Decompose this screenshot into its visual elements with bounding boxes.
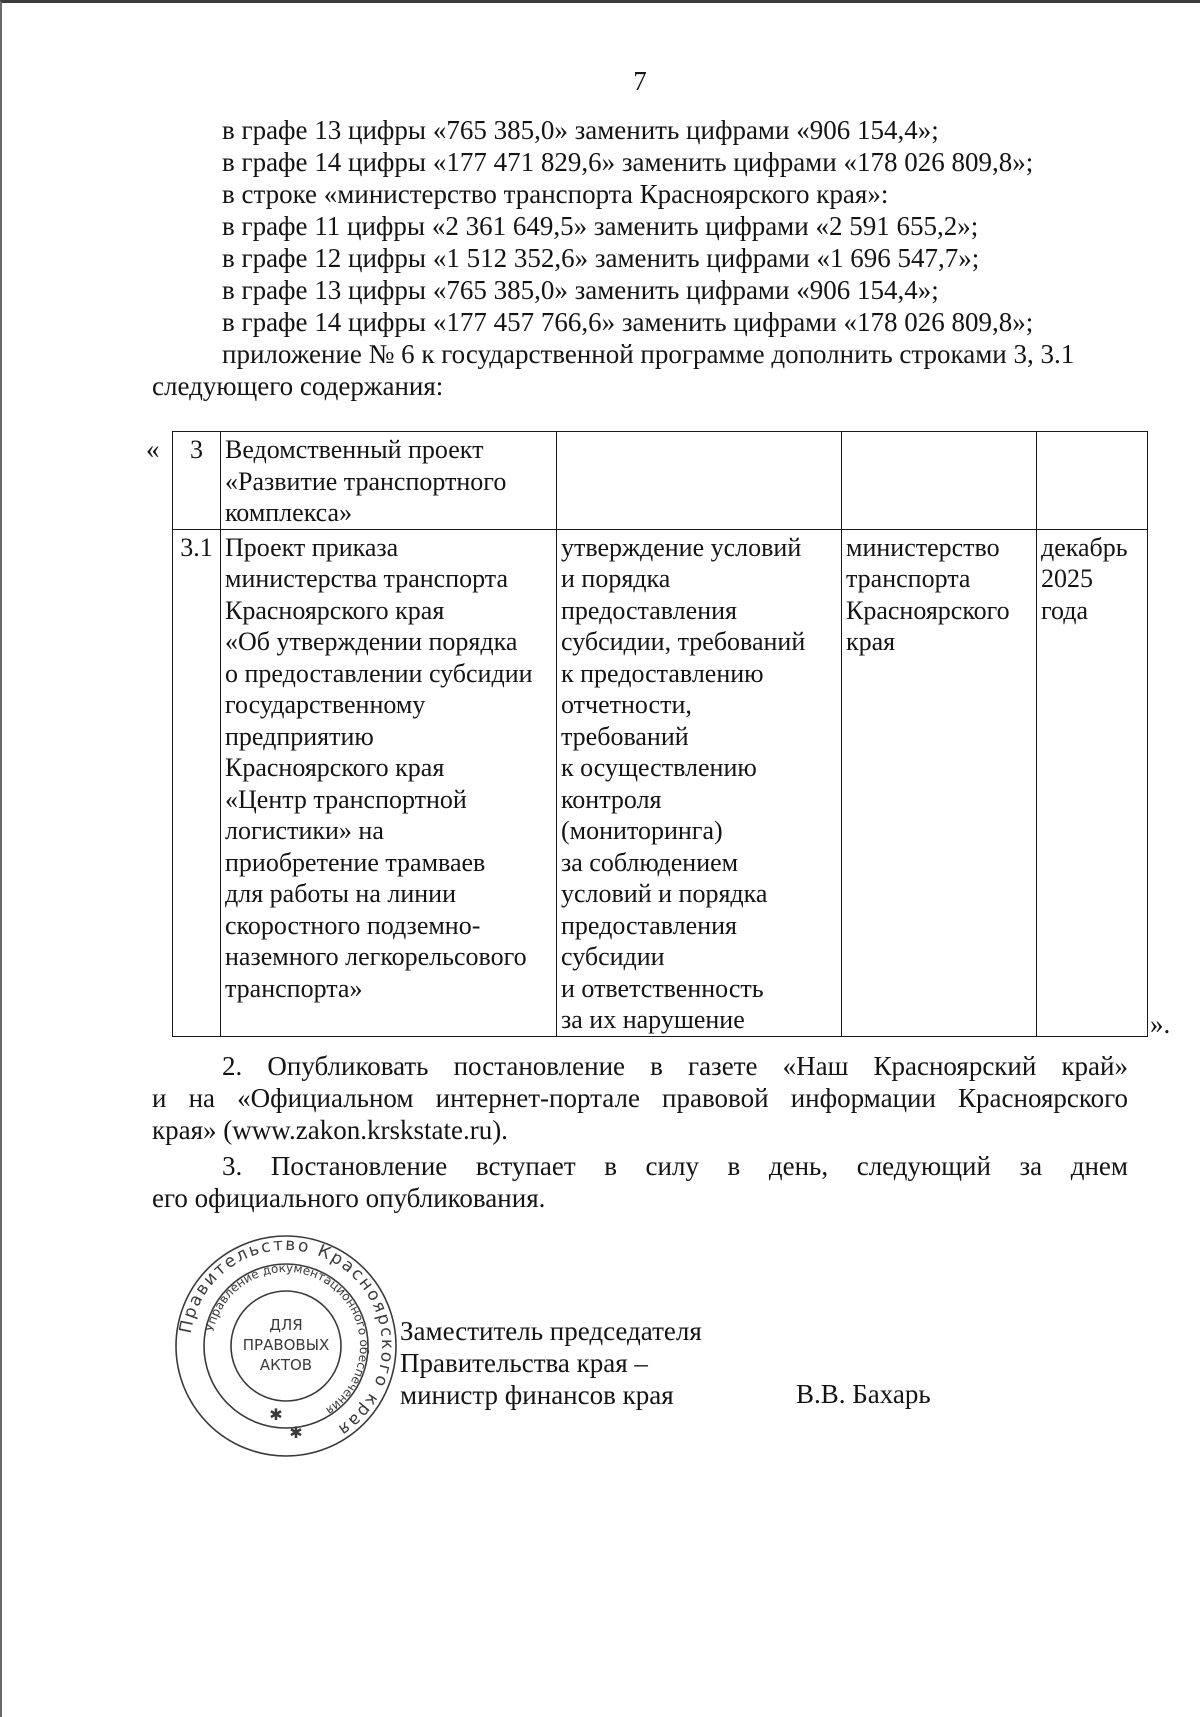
row-responsible-cell <box>842 432 1037 530</box>
cell-text-line: для работы на линии <box>225 879 457 908</box>
row-name-cell <box>221 432 557 530</box>
row-responsible-cell <box>842 529 1037 1036</box>
cell-text-line: наземного легкорельсового <box>225 942 527 971</box>
text-line: и на «Официальном интернет-портале правовой информации Красноярского <box>152 1083 1128 1113</box>
cell-text-line: отчетности, <box>561 690 692 719</box>
paragraph-publication <box>152 1050 1128 1146</box>
cell-text-line: «Центр транспортной <box>225 784 467 814</box>
row-name-cell <box>221 529 557 1036</box>
row-number: 3 <box>173 432 221 530</box>
text-line: следующего содержания: <box>152 371 444 401</box>
text-line: 2. Опубликовать постановление в газете «Наш Красноярский край» <box>222 1051 1128 1081</box>
cell-text-line: условий и порядка <box>561 879 768 908</box>
signer-position-line: Заместитель председателя <box>400 1316 702 1346</box>
text-line: в строке «министерство транспорта Красноярского края»: <box>222 179 889 209</box>
text-line: в графе 13 цифры «765 385,0» заменить цифрами «906 154,4»; <box>222 115 939 145</box>
table-close-quote: ». <box>1150 1009 1171 1039</box>
text-line: в графе 11 цифры «2 361 649,5» заменить цифрами «2 591 655,2»; <box>222 211 979 241</box>
cell-text-line: государственному <box>225 690 426 719</box>
stamp-outer-text: Правительство Красноярского края <box>175 1234 398 1441</box>
cell-text-line: и порядка <box>561 564 671 593</box>
text-line: в графе 14 цифры «177 457 766,6» заменить цифрами «178 026 809,8»; <box>222 307 1034 337</box>
cell-text-line: требований <box>561 721 689 751</box>
amendment-text <box>152 114 1128 402</box>
cell-text-line: логистики» на <box>225 816 384 845</box>
cell-text-line: о предоставлении субсидии <box>225 658 533 688</box>
cell-text-line: комплекса» <box>225 498 353 527</box>
stamp-middle-text: Управление документационного обеспечения <box>202 1260 372 1418</box>
row-deadline-cell <box>1037 529 1148 1036</box>
cell-text-line: Красноярского края <box>225 595 445 625</box>
cell-text-line: «Развитие транспортного <box>225 466 507 496</box>
cell-text-line: транспорта <box>846 564 971 593</box>
text-line: в графе 14 цифры «177 471 829,6» заменить цифрами «178 026 809,8»; <box>222 147 1034 177</box>
cell-text-line: Проект приказа <box>225 532 399 562</box>
paragraph-entry-into-force <box>152 1150 1128 1214</box>
stamp-center-line: ПРАВОВЫХ <box>242 1336 330 1354</box>
cell-text-line: предприятию <box>225 721 374 751</box>
text-line: в графе 13 цифры «765 385,0» заменить цифрами «906 154,4»; <box>222 275 939 305</box>
page-number: 7 <box>633 66 647 96</box>
table-open-quote: « <box>146 434 160 464</box>
cell-text-line: утверждение условий <box>561 532 802 562</box>
cell-text-line: Красноярского <box>846 595 1010 625</box>
text-line: в графе 12 цифры «1 512 352,6» заменить цифрами «1 696 547,7»; <box>222 243 980 273</box>
cell-text-line: субсидии <box>561 942 665 971</box>
cell-text-line: скоростного подземно- <box>225 910 481 940</box>
signature-block <box>400 1315 702 1411</box>
text-line: 3. Постановление вступает в силу в день, следующий за днем <box>222 1151 1128 1181</box>
cell-text-line: декабрь <box>1041 532 1128 562</box>
table-row <box>173 529 1148 1036</box>
cell-text-line: «Об утверждении порядка <box>225 627 518 656</box>
cell-text-line: за их нарушение <box>561 1005 745 1034</box>
stamp-star-icon: ✱ <box>269 1405 283 1424</box>
row-result-cell <box>557 529 842 1036</box>
text-line: края» (www.zakon.krskstate.ru). <box>152 1115 508 1145</box>
signer-name: В.В. Бахарь <box>796 1379 931 1409</box>
cell-text-line: предоставления <box>561 910 737 940</box>
row-deadline-cell <box>1037 432 1148 530</box>
cell-text-line: к предоставлению <box>561 658 764 688</box>
cell-text-line: 2025 <box>1041 564 1093 593</box>
cell-text-line: Ведомственный проект <box>225 435 484 464</box>
row-result-cell <box>557 432 842 530</box>
stamp-star-icon: ✱ <box>289 1423 303 1442</box>
cell-text-line: контроля <box>561 784 662 814</box>
cell-text-line: Красноярского края <box>225 753 445 782</box>
cell-text-line: министерство <box>846 532 1000 562</box>
cell-text-line: (мониторинга) <box>561 816 723 845</box>
cell-text-line: министерства транспорта <box>225 564 508 593</box>
text-line: его официального опубликования. <box>152 1183 546 1213</box>
stamp-center-line: ДЛЯ <box>269 1316 303 1334</box>
official-stamp <box>172 1232 400 1460</box>
stamp-center-line: АКТОВ <box>259 1356 313 1374</box>
appendix-table <box>172 431 1148 1037</box>
cell-text-line: года <box>1041 595 1089 625</box>
cell-text-line: транспорта» <box>225 973 363 1003</box>
cell-text-line: и ответственность <box>561 973 764 1003</box>
cell-text-line: за соблюдением <box>561 847 739 877</box>
cell-text-line: к осуществлению <box>561 753 757 782</box>
cell-text-line: предоставления <box>561 595 737 625</box>
text-line: приложение № 6 к государственной программе дополнить строками 3, 3.1 <box>222 339 1075 369</box>
row-number: 3.1 <box>173 529 221 1036</box>
cell-text-line: края <box>846 627 896 656</box>
cell-text-line: приобретение трамваев <box>225 847 486 877</box>
signer-position-line: Правительства края – <box>400 1348 648 1378</box>
table-row <box>173 432 1148 530</box>
signer-position-line: министр финансов края <box>400 1380 674 1410</box>
cell-text-line: субсидии, требований <box>561 627 806 656</box>
